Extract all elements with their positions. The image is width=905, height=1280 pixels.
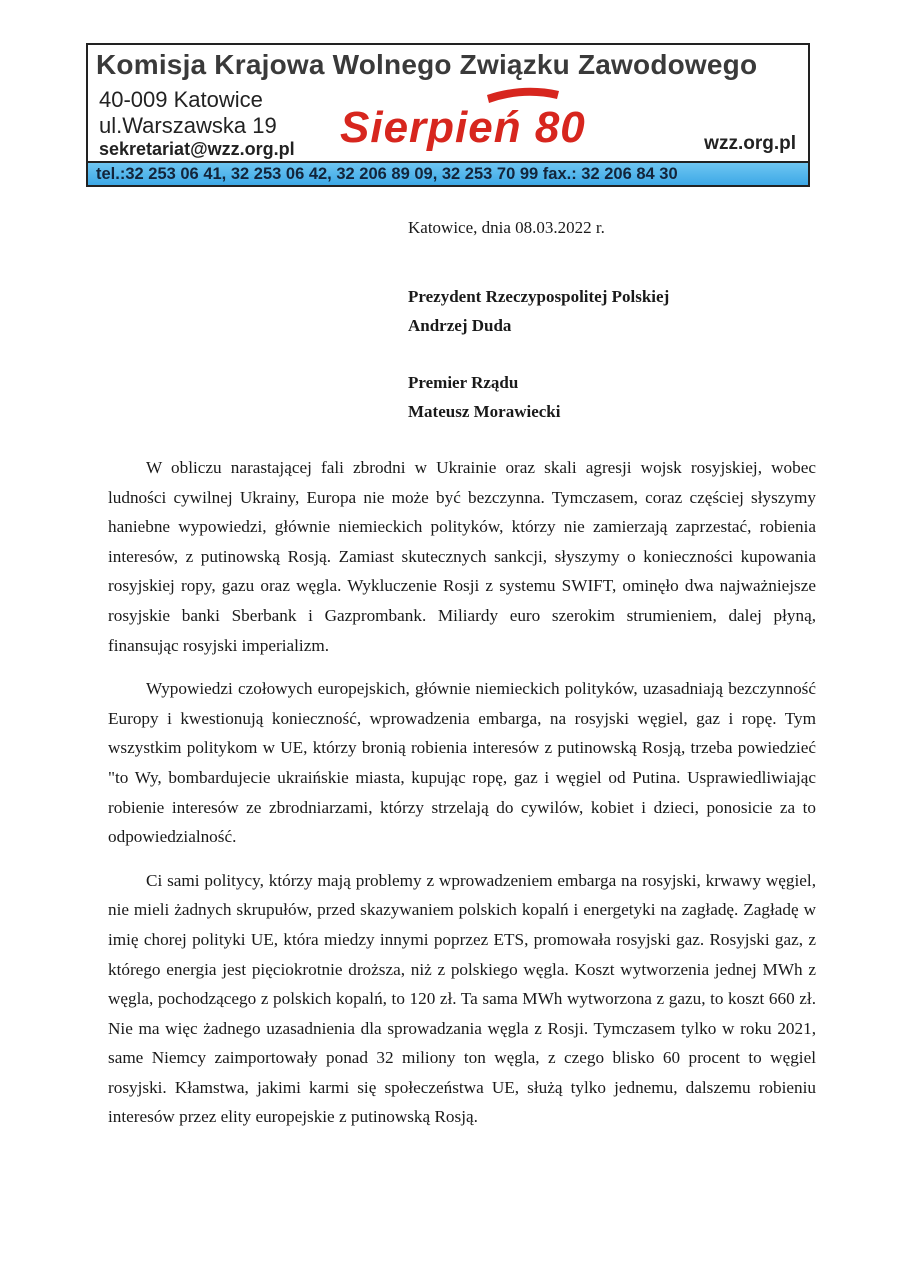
address-line-1: 40-009 Katowice: [99, 87, 263, 112]
recipient-title: Premier Rządu: [408, 373, 519, 392]
letter-body: [108, 453, 816, 1146]
paragraph: W obliczu narastającej fali zbrodni w Ukrainie oraz skali agresji wojsk rosyjskiej, wobec ludności cywilnej Ukrainy, Europa nie może być bezczynna. Tymczasem, coraz częściej słyszymy haniebne wypowiedzi, głównie niemieckich polityków, którzy nie zamierzają zaprzestać, robienia interesów, z putinowską Rosją. Zamiast skutecznych sankcji, słyszymy o konieczności kupowania rosyjskiej ropy, gazu oraz węgla. Wykluczenie Rosji z systemu SWIFT, ominęło dwa najważniejsze rosyjskie banki Sberbank i Gazprombank. Miliardy euro szerokim strumieniem, dalej płyną, finansując rosyjski imperializm.: [108, 458, 816, 655]
paragraph: Wypowiedzi czołowych europejskich, głównie niemieckich polityków, uzasadniają bezczynność Europy i kwestionują konieczność, wprowadzenia embarga, na rosyjski węgiel, gaz i ropę. Tym wszystkim politykom w UE, którzy bronią robienia interesów z putinowską Rosją, trzeba powiedzieć "to Wy, bombardujecie ukraińskie miasta, kupując ropę, gaz i węgiel od Putina. Usprawiedliwiając robienie interesów ze zbrodniarzami, którzy strzelają do cywilów, kobiet i dzieci, ponosicie za to odpowiedzialność.: [108, 679, 816, 847]
paragraph: Ci sami politycy, którzy mają problemy z wprowadzeniem embarga na rosyjski, krwawy węgiel, nie mieli żadnych skrupułów, przed skazywaniem polskich kopalń i energetyki na zagładę. Zagładę w imię chorej polityki UE, która miedzy innymi poprzez ETS, promowała rosyjski gaz. Rosyjski gaz, z którego energia jest pięciokrotnie droższa, niż z polskiego węgla. Koszt wytworzenia jednej MWh z węgla, pochodzącego z polskich kopalń, to 120 zł. Ta sama MWh wytworzona z gazu, to koszt 660 zł. Nie ma więc żadnego uzasadnienia dla sprowadzania węgla z Rosji. Tymczasem tylko w roku 2021, same Niemcy zaimportowały ponad 32 miliony ton węgla, z czego blisko 60 procent to węgiel rosyjski. Kłamstwa, jakimi karmi się społeczeństwa UE, służą tylko jednemu, dalszemu robieniu interesów przez elity europejskie z putinowską Rosją.: [108, 870, 816, 1127]
date-line: Katowice, dnia 08.03.2022 r.: [408, 218, 605, 237]
organization-title: Komisja Krajowa Wolnego Związku Zawodowego: [96, 49, 758, 80]
recipient-name: Mateusz Morawiecki: [408, 402, 561, 421]
union-logo: Sierpień 80: [340, 103, 586, 152]
phone-bar: tel.:32 253 06 41, 32 253 06 42, 32 206 89 09, 32 253 70 99 fax.: 32 206 84 30: [88, 161, 808, 185]
email-address: sekretariat@wzz.org.pl: [99, 139, 295, 159]
letterhead: [86, 43, 810, 187]
recipient-president: [408, 282, 669, 340]
address-line-2: ul.Warszawska 19: [99, 113, 277, 138]
recipient-name: Andrzej Duda: [408, 316, 512, 335]
recipient-prime-minister: [408, 368, 560, 426]
website: wzz.org.pl: [704, 133, 796, 154]
recipient-title: Prezydent Rzeczypospolitej Polskiej: [408, 287, 670, 306]
